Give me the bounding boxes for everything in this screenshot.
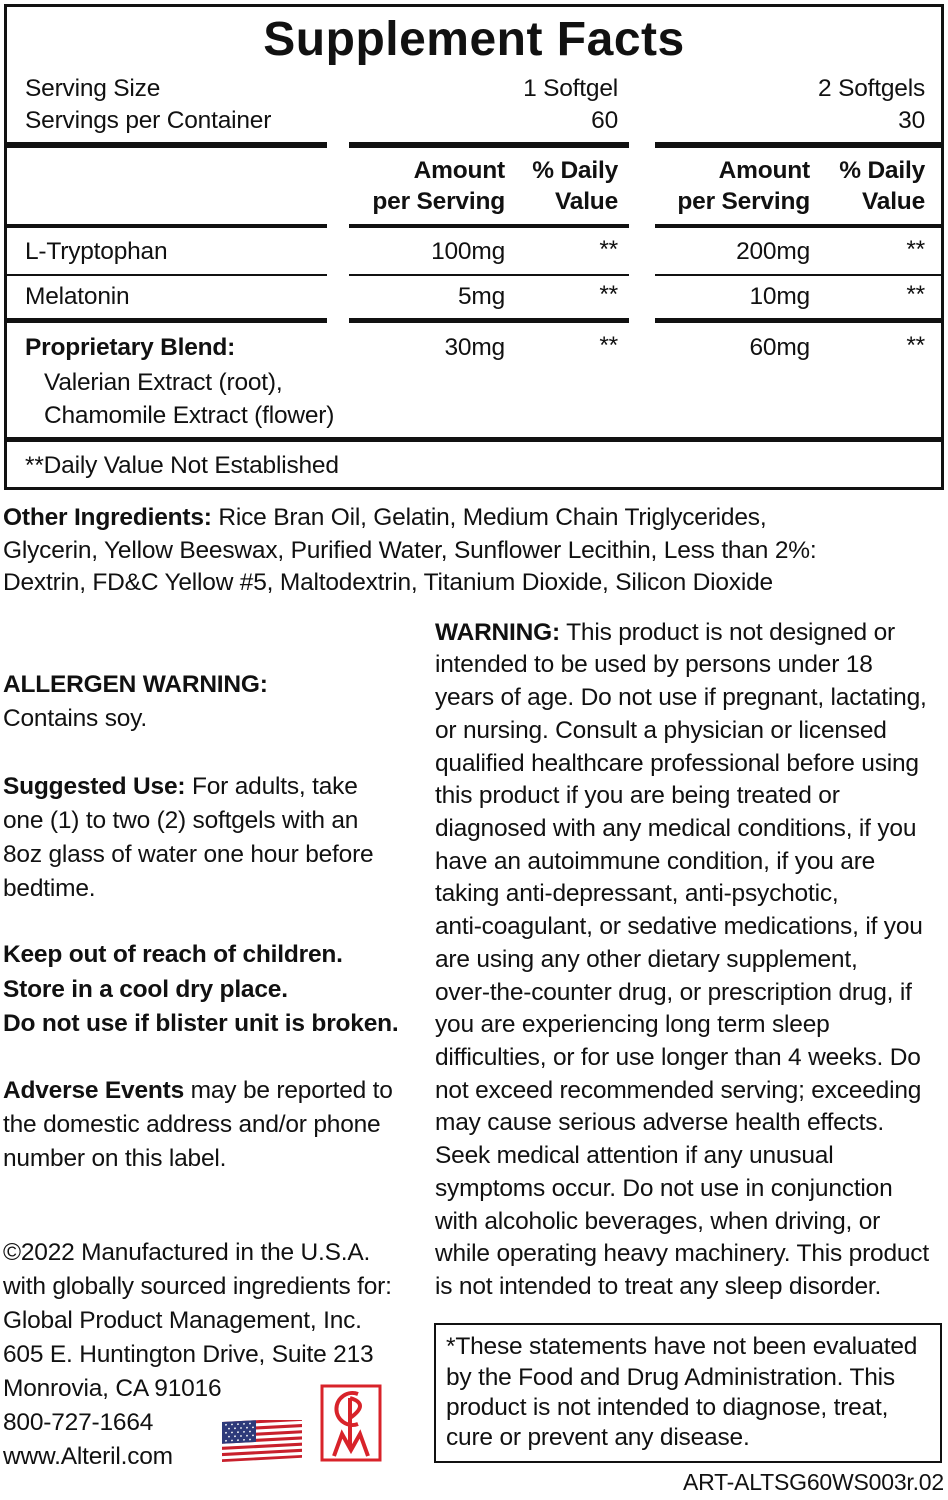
warning-line: you are experiencing long term sleep [435, 1011, 830, 1038]
warning-line: are using any other dietary supplement, [435, 946, 858, 973]
dv-header-2a: % Daily [839, 157, 925, 184]
ingredient-name: Melatonin [25, 283, 130, 310]
ingredient-amount-col1: 5mg [457, 283, 505, 310]
adverse-events-label: Adverse Events [3, 1077, 185, 1104]
allergen-warning-text: Contains soy. [3, 705, 148, 732]
ingredient-name: L-Tryptophan [25, 238, 168, 265]
daily-value-footnote: **Daily Value Not Established [25, 452, 339, 479]
other-ingredients-label: Other Ingredients: [3, 504, 212, 531]
warning-line: intended to be used by persons under 18 [435, 651, 873, 678]
ingredient-dv-col2: ** [906, 332, 925, 359]
warning-line: or nursing. Consult a physician or licensed [435, 717, 887, 744]
ingredient-dv-col1: ** [599, 281, 618, 308]
divider-bar [655, 142, 941, 148]
warning-line [435, 616, 895, 649]
ingredient-dv-col1: ** [599, 332, 618, 359]
fda-disclaimer-line: *These statements have not been evaluated [446, 1333, 918, 1360]
amount-header-2b: per Serving [677, 188, 810, 215]
ingredient-dv-col2: ** [906, 281, 925, 308]
row-divider [4, 274, 327, 276]
warning-line: anti-coagulant, or sedative medications, if you [435, 913, 923, 940]
caution-text: Do not use if blister unit is broken. [3, 1010, 399, 1037]
suggested-use-text: For adults, take [185, 773, 358, 800]
divider-bar [4, 437, 941, 442]
divider-bar [349, 318, 629, 323]
ingredient-amount-col1: 100mg [431, 238, 505, 265]
suggested-use-line: 8oz glass of water one hour before [3, 841, 374, 868]
amount-header-2a: Amount [718, 157, 810, 184]
caution-text: Keep out of reach of children. [3, 941, 343, 968]
suggested-use-line: bedtime. [3, 875, 96, 902]
warning-line: diagnosed with any medical conditions, if you [435, 815, 917, 842]
divider-bar [655, 224, 941, 228]
blend-ingredient: Valerian Extract (root), [44, 369, 283, 396]
manufacturer-address: 605 E. Huntington Drive, Suite 213 [3, 1341, 374, 1368]
ingredient-dv-col1: ** [599, 236, 618, 263]
col2-serving-size: 2 Softgels [818, 75, 925, 102]
ingredient-name-blend: Proprietary Blend: [25, 334, 236, 361]
servings-per-container-label: Servings per Container [25, 107, 272, 134]
col2-servings: 30 [898, 107, 925, 134]
warning-line: years of age. Do not use if pregnant, lactating, [435, 684, 927, 711]
warning-line: with alcoholic beverages, when driving, or [435, 1208, 881, 1235]
adverse-events-line: number on this label. [3, 1145, 227, 1172]
other-ingredients-text: Rice Bran Oil, Gelatin, Medium Chain Triglycerides, [211, 504, 767, 531]
warning-line: not exceed recommended serving; exceeding [435, 1077, 922, 1104]
panel-title: Supplement Facts [263, 13, 685, 66]
amount-header-1b: per Serving [372, 188, 505, 215]
fda-disclaimer-line: cure or prevent any disease. [446, 1424, 750, 1451]
warning-line: qualified healthcare professional before using [435, 750, 919, 777]
divider-bar [4, 318, 327, 323]
warning-line: have an autoimmune condition, if you are [435, 848, 876, 875]
manufacturer-website: www.Alteril.com [3, 1443, 173, 1470]
col1-servings: 60 [591, 107, 618, 134]
row-divider [349, 274, 629, 276]
ingredient-amount-col1: 30mg [444, 334, 505, 361]
divider-bar [655, 318, 941, 323]
divider-bar [4, 142, 327, 148]
warning-line: while operating heavy machinery. This product [435, 1240, 929, 1267]
dv-header-2b: Value [861, 188, 925, 215]
suggested-use-label: Suggested Use: [3, 773, 186, 800]
manufacturer-phone: 800-727-1664 [3, 1409, 154, 1436]
warning-line: this product if you are being treated or [435, 782, 840, 809]
manufacturer-line: with globally sourced ingredients for: [3, 1273, 392, 1300]
warning-text: This product is not designed or [559, 619, 895, 646]
ingredient-amount-col2: 10mg [749, 283, 810, 310]
dv-header-1a: % Daily [532, 157, 618, 184]
adverse-events-line: the domestic address and/or phone [3, 1111, 381, 1138]
other-ingredients-line: Glycerin, Yellow Beeswax, Purified Water, Sunflower Lecithin, Less than 2%: [3, 537, 817, 564]
suggested-use-line [3, 770, 358, 803]
warning-line: Seek medical attention if any unusual [435, 1142, 834, 1169]
manufacturer-line: ©2022 Manufactured in the U.S.A. [3, 1239, 371, 1266]
ingredient-amount-col2: 200mg [736, 238, 810, 265]
warning-line: difficulties, or for use longer than 4 weeks. Do [435, 1044, 921, 1071]
adverse-events-text: may be reported to [184, 1077, 393, 1104]
warning-line: over-the-counter drug, or prescription drug, if [435, 979, 912, 1006]
fda-disclaimer-line: product is not intended to diagnose, treat, [446, 1394, 889, 1421]
us-flag-icon [222, 1420, 302, 1462]
col1-serving-size: 1 Softgel [523, 75, 618, 102]
divider-bar [4, 224, 327, 228]
blend-ingredient: Chamomile Extract (flower) [44, 402, 335, 429]
warning-line: taking anti-depressant, anti-psychotic, [435, 880, 839, 907]
other-ingredients-line: Dextrin, FD&C Yellow #5, Maltodextrin, Titanium Dioxide, Silicon Dioxide [3, 569, 773, 596]
gpm-logo-icon [320, 1384, 382, 1462]
allergen-warning-label: ALLERGEN WARNING: [3, 671, 268, 698]
divider-bar [349, 224, 629, 228]
manufacturer-city: Monrovia, CA 91016 [3, 1375, 222, 1402]
warning-line: symptoms occur. Do not use in conjunction [435, 1175, 893, 1202]
serving-size-label: Serving Size [25, 75, 161, 102]
ingredient-dv-col2: ** [906, 236, 925, 263]
row-divider [655, 274, 941, 276]
art-code: ART-ALTSG60WS003r.02 [682, 1469, 944, 1495]
adverse-events-line [3, 1074, 393, 1107]
fda-disclaimer-line: by the Food and Drug Administration. This [446, 1364, 895, 1391]
manufacturer-line: Global Product Management, Inc. [3, 1307, 362, 1334]
warning-line: may cause serious adverse health effects. [435, 1109, 884, 1136]
suggested-use-line: one (1) to two (2) softgels with an [3, 807, 359, 834]
dv-header-1b: Value [554, 188, 618, 215]
warning-line: is not intended to treat any sleep disorder. [435, 1273, 882, 1300]
warning-label: WARNING: [435, 619, 560, 646]
ingredient-amount-col2: 60mg [749, 334, 810, 361]
divider-bar [349, 142, 629, 148]
other-ingredients-line [3, 501, 766, 534]
amount-header-1a: Amount [413, 157, 505, 184]
caution-text: Store in a cool dry place. [3, 976, 288, 1003]
